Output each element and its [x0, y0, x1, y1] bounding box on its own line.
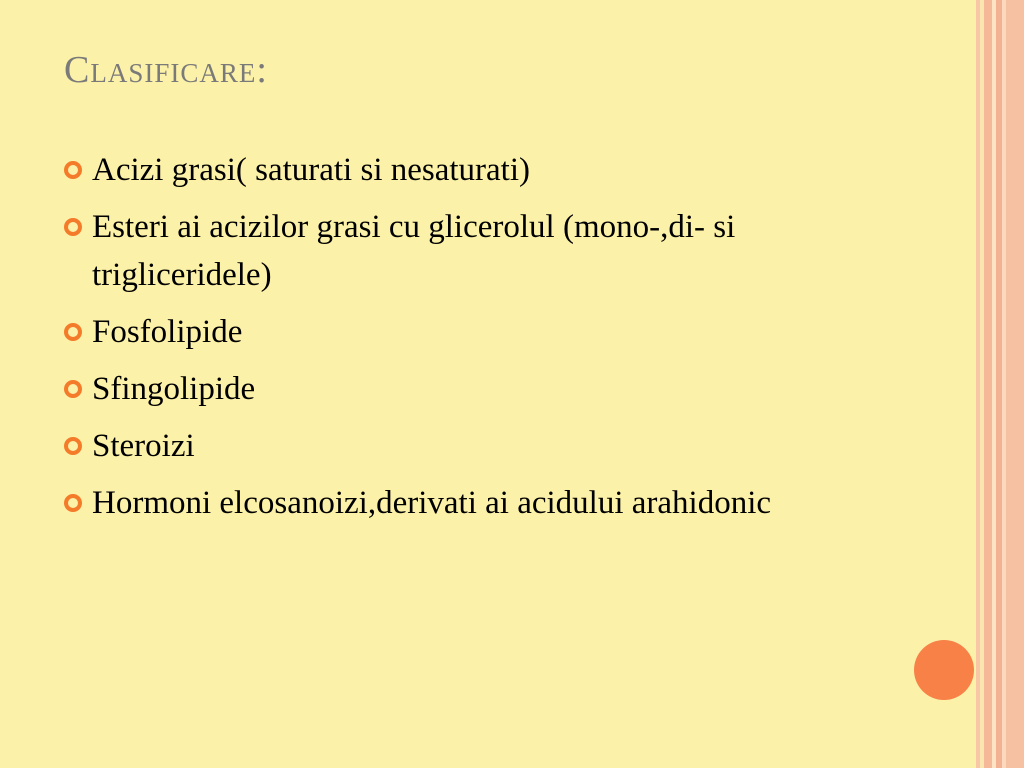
circle-bullet-icon [64, 494, 82, 512]
bullet-text: Steroizi [92, 428, 195, 464]
circle-bullet-icon [64, 323, 82, 341]
bullet-item [64, 146, 884, 194]
decorative-stripe [1006, 0, 1024, 768]
bullet-item [64, 365, 884, 413]
bullet-item [64, 308, 884, 356]
circle-bullet-icon [64, 380, 82, 398]
bullet-text: Acizi grasi( saturati si nesaturati) [92, 152, 531, 188]
slide-title: Clasificare: [64, 49, 268, 91]
bullet-item [64, 422, 884, 470]
circle-bullet-icon [64, 161, 82, 179]
bullet-text: Hormoni elcosanoizi,derivati ai acidului arahidonic [92, 485, 772, 521]
bullet-text: Esteri ai acizilor grasi cu glicerolul (mono-,di- si trigliceridele) [92, 209, 736, 293]
bullet-list [64, 146, 884, 536]
decorative-circle [914, 640, 974, 700]
circle-bullet-icon [64, 218, 82, 236]
circle-bullet-icon [64, 437, 82, 455]
bullet-item [64, 479, 884, 527]
bullet-text: Sfingolipide [92, 371, 256, 407]
decorative-stripe [984, 0, 992, 768]
bullet-text: Fosfolipide [92, 314, 243, 350]
bullet-item [64, 203, 884, 299]
